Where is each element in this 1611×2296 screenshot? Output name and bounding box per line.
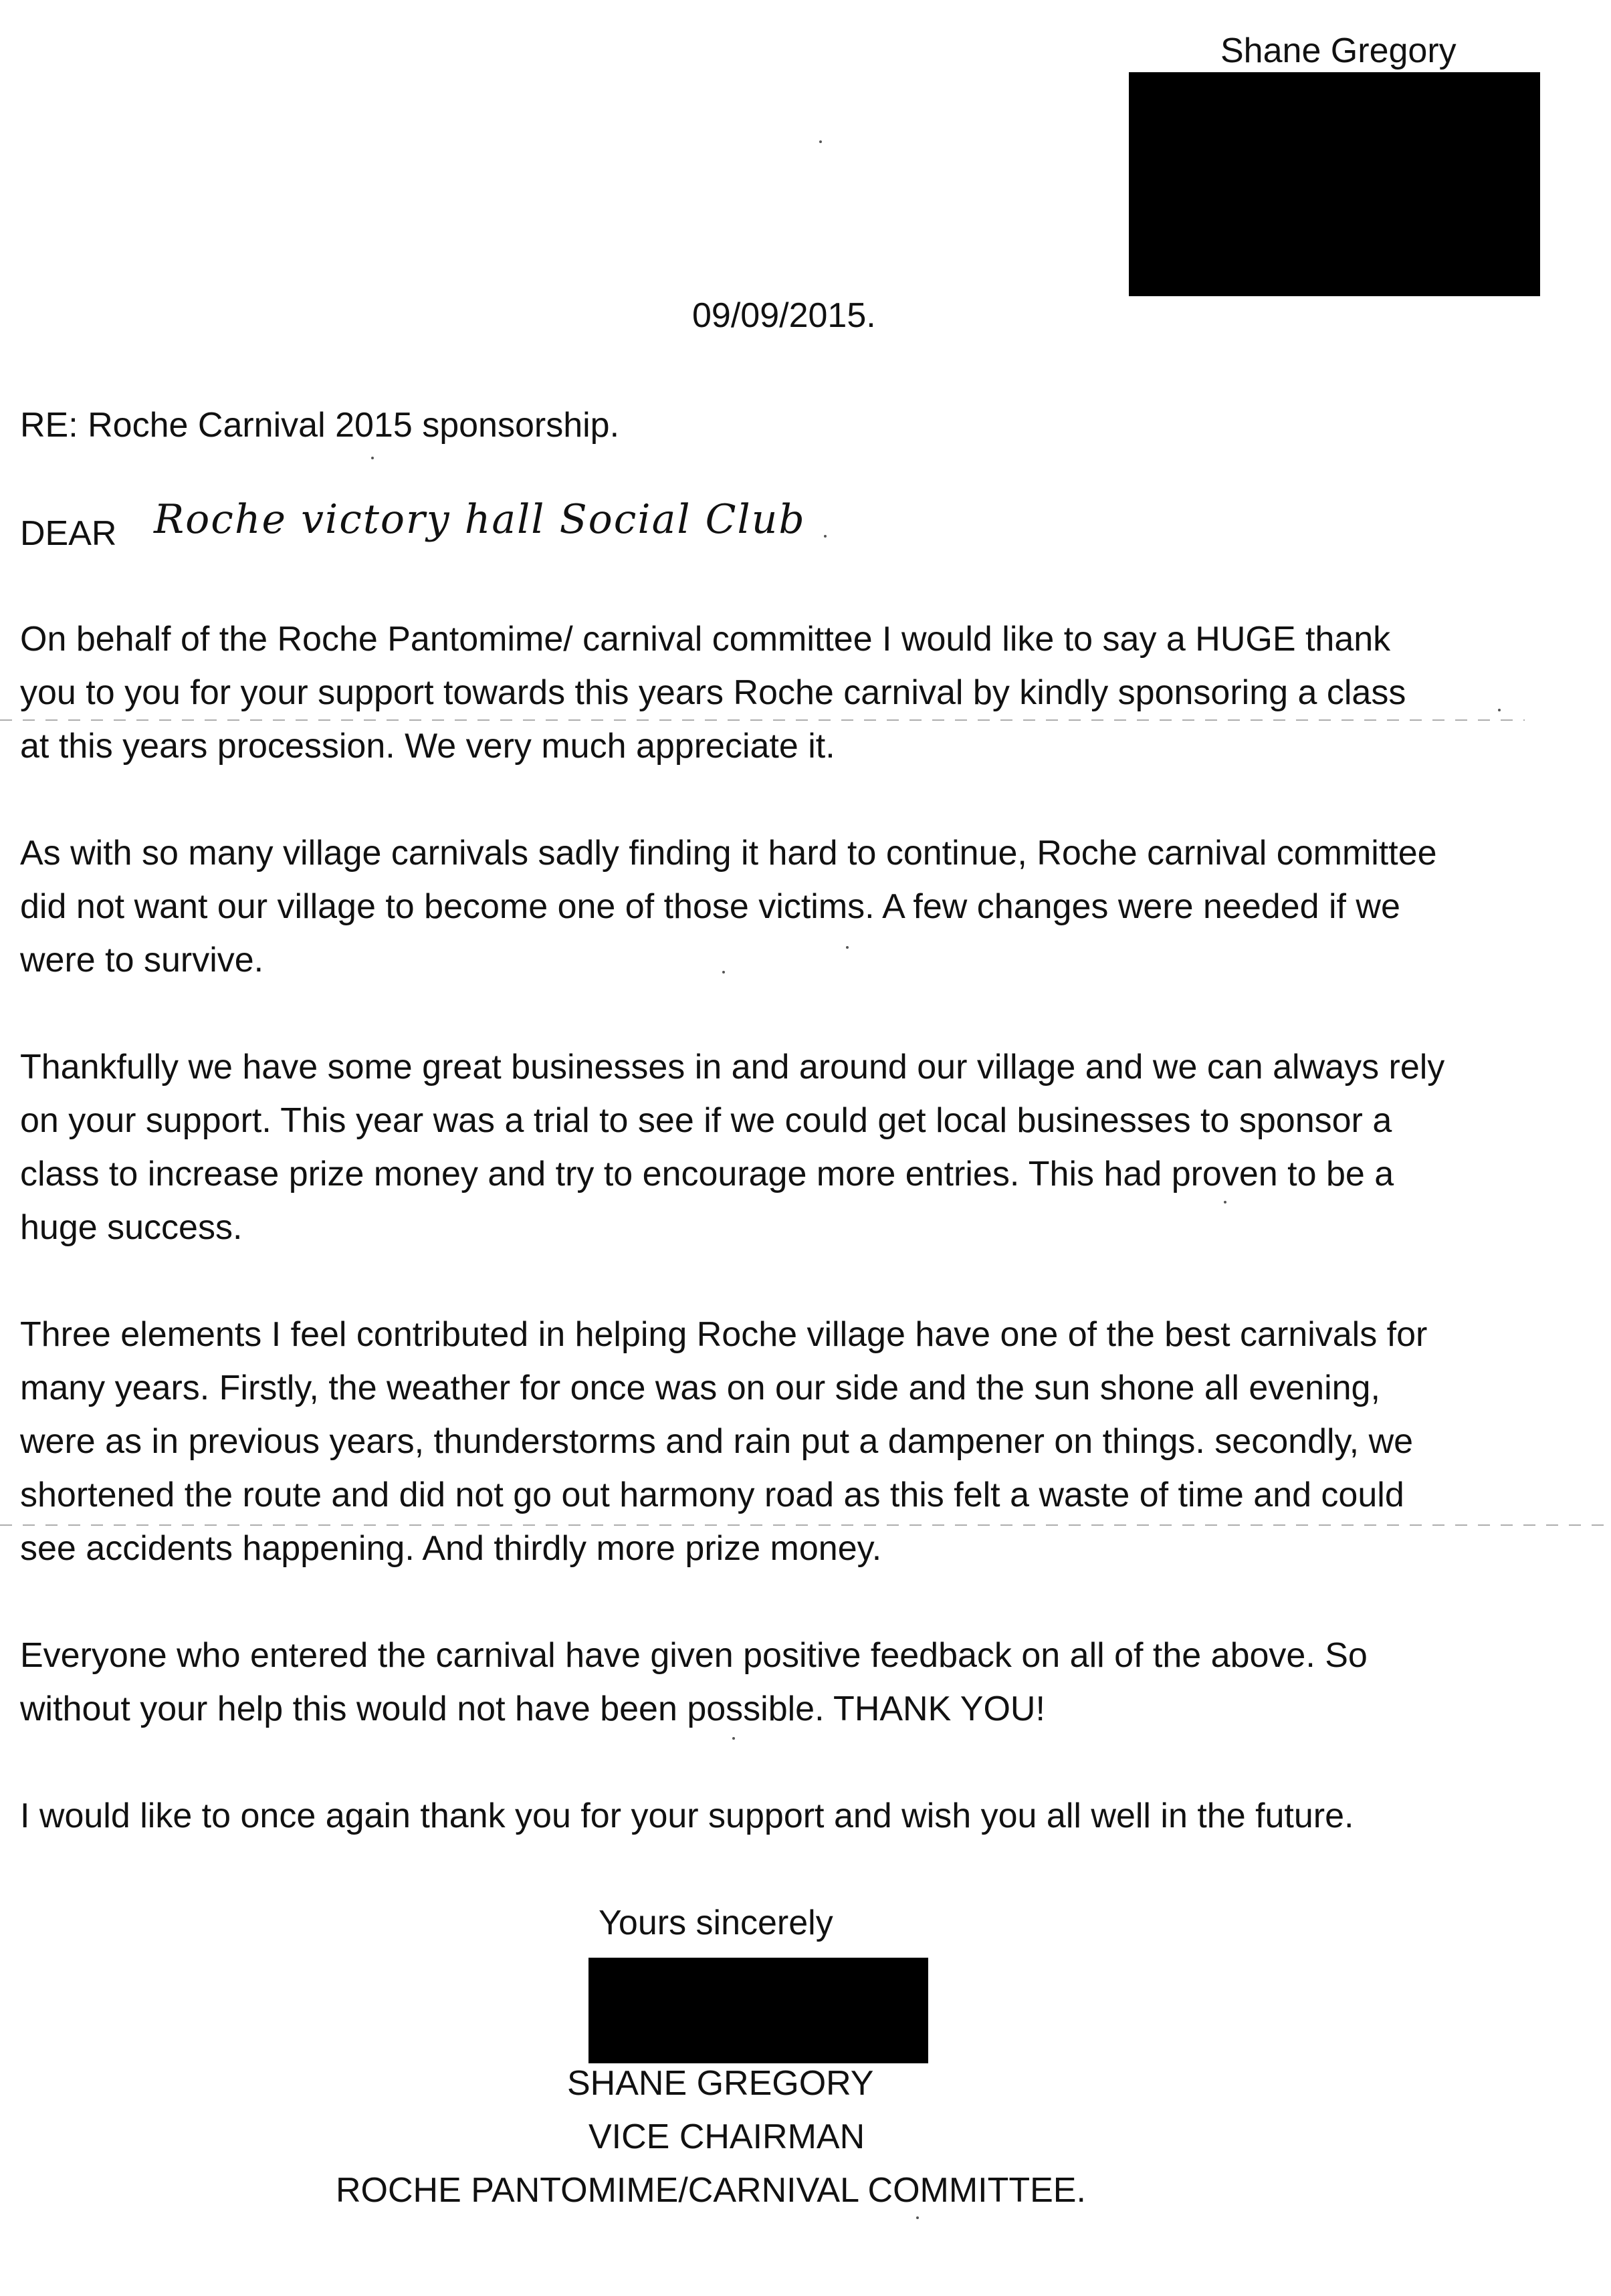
body-line: did not want our village to become one of those victims. A few changes were needed if we [20,887,1400,926]
body-line: see accidents happening. And thirdly more prize money. [20,1529,882,1568]
scan-artifact-line [0,1524,1611,1526]
body-line: shortened the route and did not go out harmony road as this felt a waste of time and could [20,1476,1404,1514]
body-line: on your support. This year was a trial to see if we could get local businesses to sponsor a [20,1101,1392,1140]
signatory-title: VICE CHAIRMAN [588,2117,865,2156]
scan-artifact-line [0,719,1525,721]
body-line: Thankfully we have some great businesses in and around our village and we can always rely [20,1048,1445,1086]
signatory-name: SHANE GREGORY [567,2064,874,2103]
scan-speck [371,457,374,459]
body-line: On behalf of the Roche Pantomime/ carnival committee I would like to say a HUGE thank [20,620,1391,659]
scan-speck [846,946,849,949]
body-line: As with so many village carnivals sadly finding it hard to continue, Roche carnival committee [20,834,1437,873]
body-line: were as in previous years, thunderstorms and rain put a dampener on things. secondly, we [20,1422,1414,1461]
body-line: were to survive. [20,941,264,980]
redacted-address-block [1129,72,1540,296]
paragraph-businesses [20,1040,1585,1254]
redacted-signature [588,1958,928,2063]
paragraph-feedback [20,1629,1585,1736]
scan-speck [819,140,822,143]
scan-speck [1498,709,1501,711]
valediction: Yours sincerely [599,1904,833,1942]
body-line: class to increase prize money and try to encourage more entries. This had proven to be a [20,1155,1394,1193]
scan-speck [732,1737,735,1740]
paragraph-closing-thanks [20,1789,1585,1843]
body-line: Everyone who entered the carnival have given positive feedback on all of the above. So [20,1636,1368,1675]
scan-speck [916,2216,919,2219]
paragraph-thanks [20,612,1585,773]
body-line: you to you for your support towards this years Roche carnival by kindly sponsoring a class [20,673,1406,712]
body-line: I would like to once again thank you for your support and wish you all well in the future. [20,1797,1354,1835]
subject-line: RE: Roche Carnival 2015 sponsorship. [20,406,620,445]
handwritten-recipient: Roche victory hall Social Club [154,496,806,543]
salutation-prefix: DEAR [20,514,117,553]
signatory-organization: ROCHE PANTOMIME/CARNIVAL COMMITTEE. [336,2171,1086,2210]
sender-name: Shane Gregory [1220,31,1457,70]
letter-date: 09/09/2015. [692,296,876,335]
paragraph-village-carnivals [20,826,1585,987]
body-line: huge success. [20,1208,243,1247]
paragraph-three-elements [20,1308,1585,1575]
body-line: without your help this would not have been possible. THANK YOU! [20,1690,1045,1728]
body-line: Three elements I feel contributed in helping Roche village have one of the best carnivals for [20,1315,1428,1354]
body-line: many years. Firstly, the weather for once was on our side and the sun shone all evening, [20,1369,1380,1407]
scan-speck [722,971,725,973]
scan-speck [824,535,827,538]
scan-speck [1224,1201,1226,1203]
body-line: at this years procession. We very much appreciate it. [20,727,835,766]
